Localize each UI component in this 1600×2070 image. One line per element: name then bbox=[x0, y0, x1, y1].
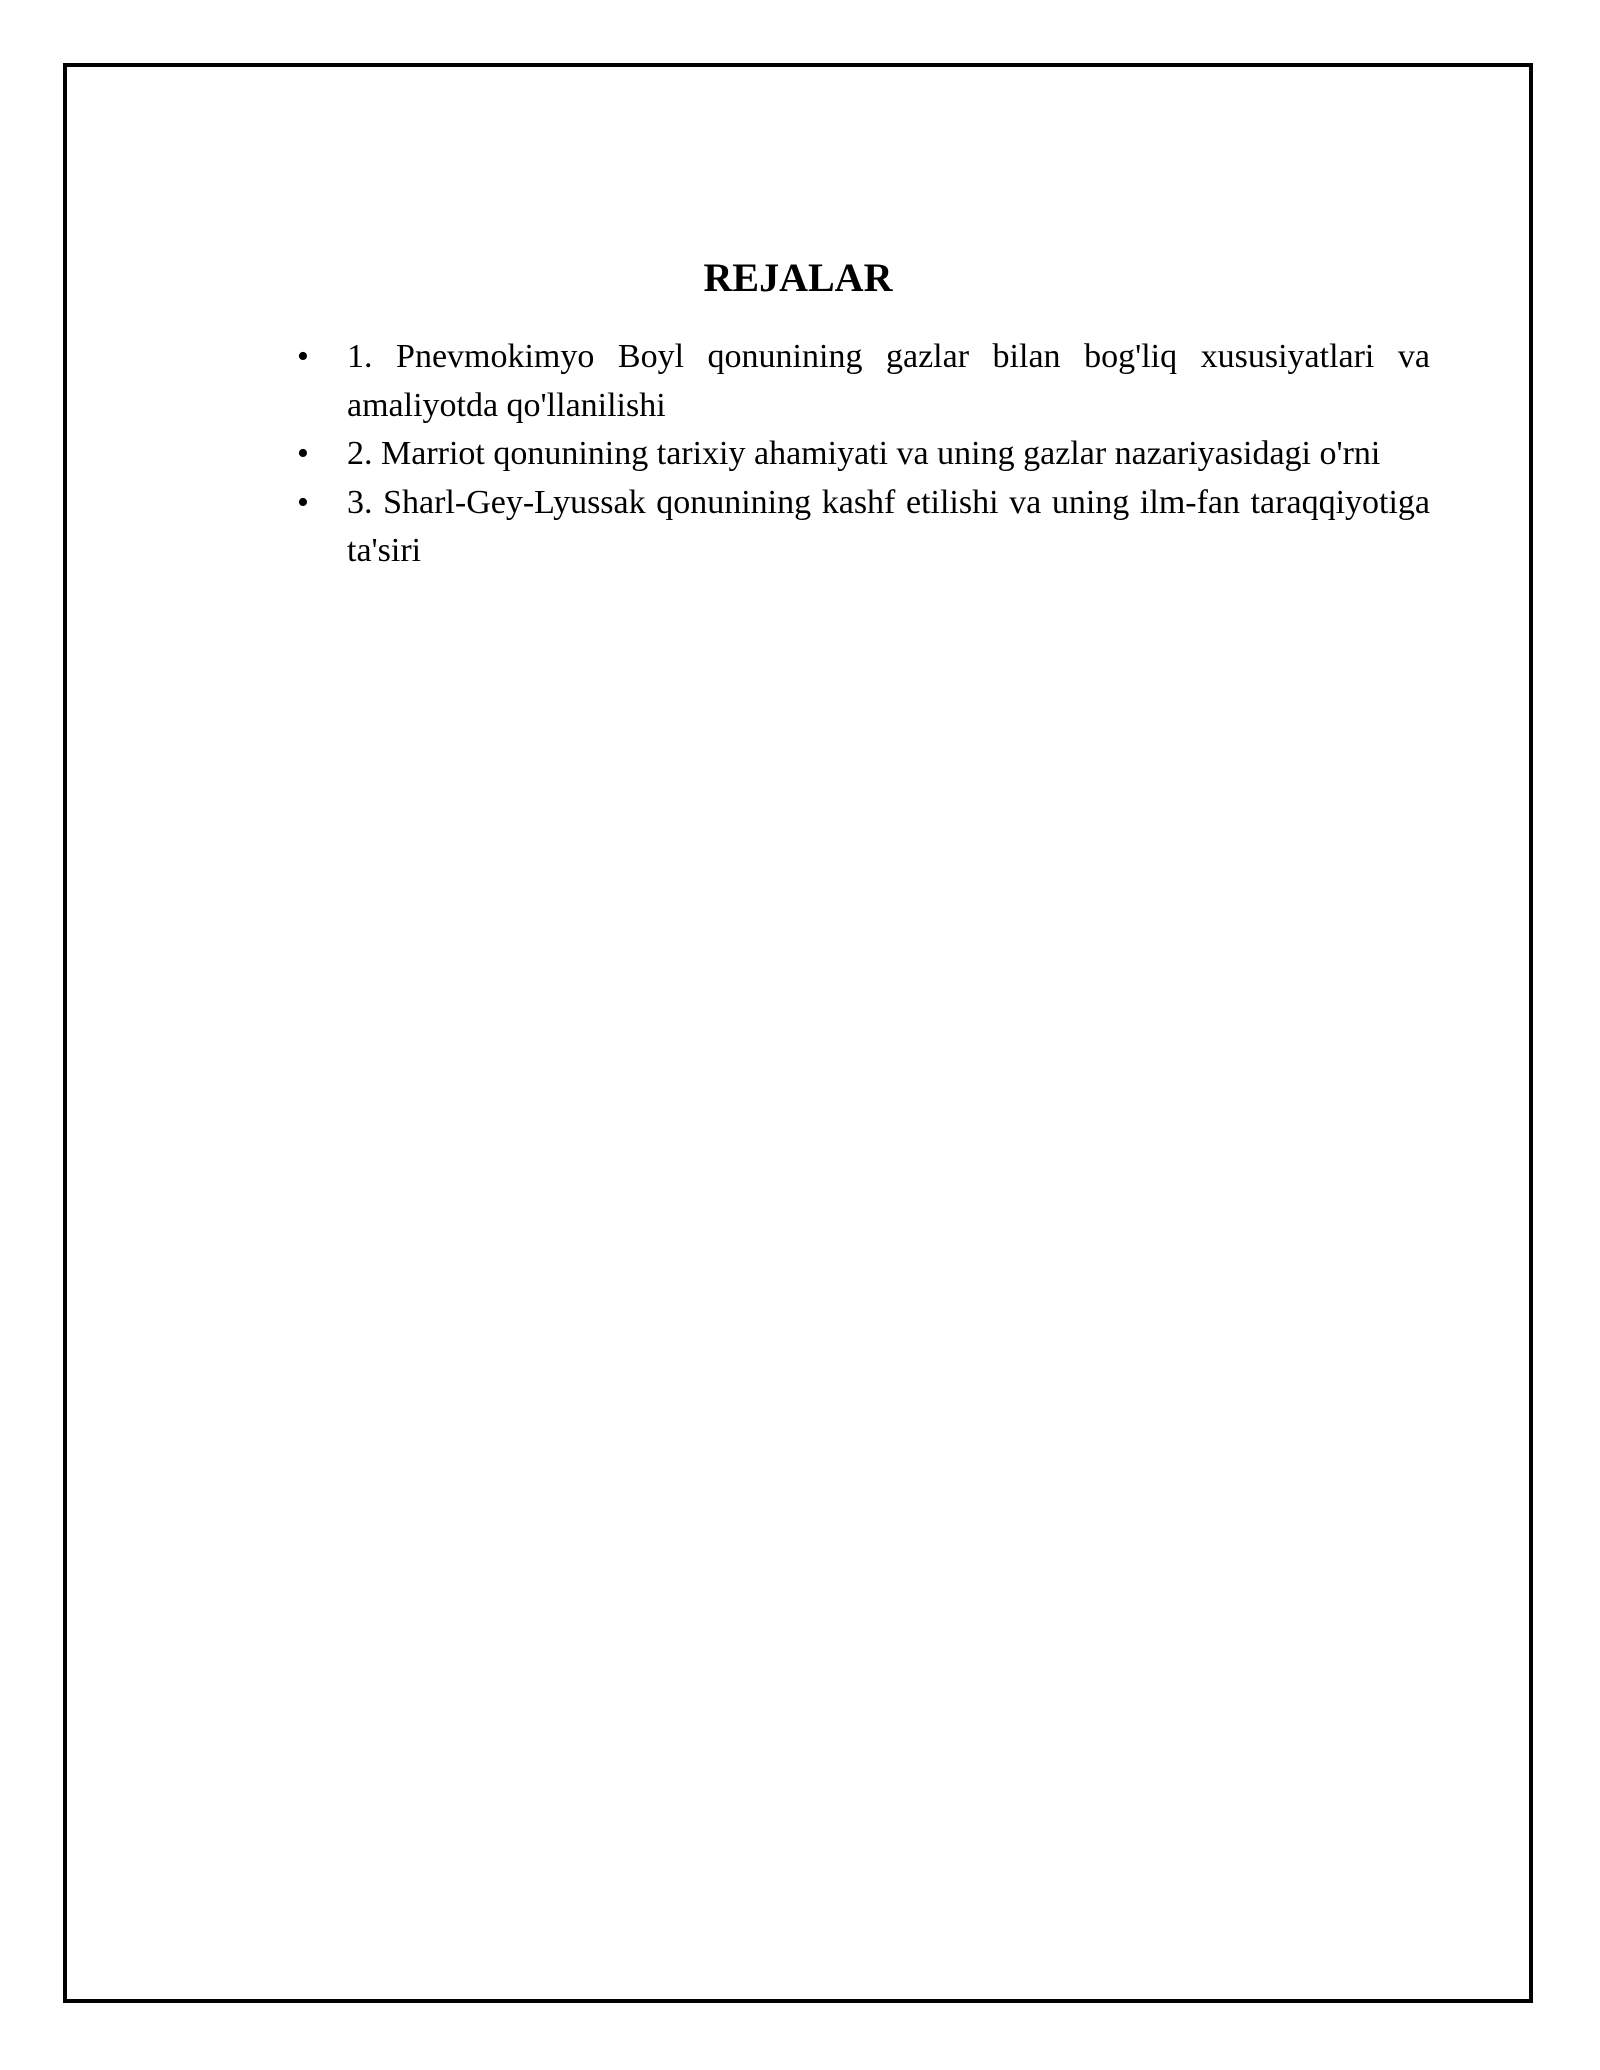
bullet-icon: • bbox=[297, 435, 309, 472]
list-item bbox=[287, 333, 1430, 430]
list-item-text: 3. Sharl-Gey-Lyussak qonunining kashf etilishi va uning ilm-fan taraqqiyotiga ta'siri bbox=[347, 483, 1430, 569]
bullet-icon: • bbox=[297, 483, 309, 521]
list-item-text: 2. Marriot qonunining tarixiy ahamiyati va uning gazlar nazariyasidagi o'rni bbox=[347, 435, 1381, 472]
plan-list bbox=[287, 333, 1430, 576]
page-title: REJALAR bbox=[703, 255, 893, 300]
list-item bbox=[287, 479, 1430, 576]
list-item bbox=[287, 430, 1430, 479]
page-border bbox=[63, 63, 1533, 2003]
bullet-icon: • bbox=[297, 338, 309, 375]
list-item-text: 1. Pnevmokimyo Boyl qonunining gazlar bilan bog'liq xususiyatlari va amaliyotda qo'llanilishi bbox=[347, 338, 1430, 424]
